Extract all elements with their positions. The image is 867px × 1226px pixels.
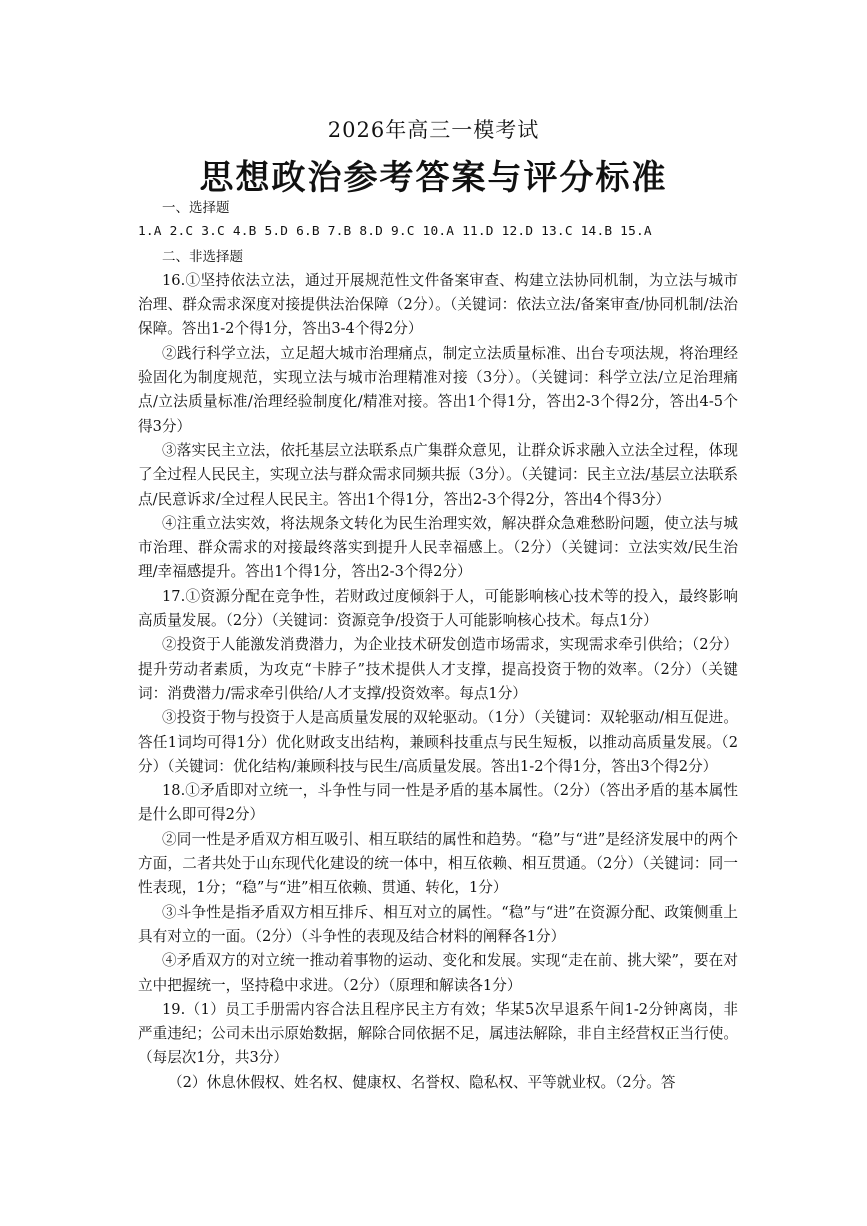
answer-19-2: （2）休息休假权、姓名权、健康权、名誉权、隐私权、平等就业权。（2分。答 <box>168 1073 676 1091</box>
answer-18-4: ④矛盾双方的对立统一推动着事物的运动、变化和发展。实现“走在前、挑大梁”，要在对立中把握统一，坚持稳中求进。（2分）（原理和解读各1分） <box>138 952 738 994</box>
answer-16-3: ③落实民主立法，依托基层立法联系点广集群众意见，让群众诉求融入立法全过程，体现了全过程人民民主，实现立法与群众需求同频共振（3分）。（关键词：民主立法/基层立法联系点/民意诉求/全过程人民民主。答出1个得1分，答出2-3个得2分，答出4个得3分） <box>138 441 738 508</box>
answer-17-3: ③投资于物与投资于人是高质量发展的双轮驱动。（1分）（关键词：双轮驱动/相互促进。答任1词均可得1分）优化财政支出结构，兼顾科技重点与民生短板，以推动高质量发展。（2分）（关键词：优化结构/兼顾科技与民生/高质量发展。答出1-2个得1分，答出3个得2分） <box>138 709 738 775</box>
answer-16-2: ②践行科学立法，立足超大城市治理痛点，制定立法质量标准、出台专项法规，将治理经验固化为制度规范，实现立法与城市治理精准对接（3分）。（关键词：科学立法/立足治理痛点/立法质量标准/治理经验制度化/精准对接。答出1个得1分，答出2-3个得2分，答出4-5个得3分） <box>138 344 738 435</box>
answer-content <box>138 196 738 1095</box>
document-title: 思想政治参考答案与评分标准 <box>199 158 668 198</box>
answer-19-1: 19.（1）员工手册需内容合法且程序民主方有效；华某5次早退系午间1-2分钟离岗，非严重违纪；公司未出示原始数据，解除合同依据不足，属违法解除，非自主经营权正当行使。（每层次1分，共3分） <box>138 1000 738 1067</box>
answer-16-4: ④注重立法实效，将法规条文转化为民生治理实效，解决群众急难愁盼问题，使立法与城市治理、群众需求的对接最终落实到提升人民幸福感上。（2分）（关键词：立法实效/民生治理/幸福感提升。答出1个得1分，答出2-3个得2分） <box>138 514 738 581</box>
answer-16-1: 16.①坚持依法立法，通过开展规范性文件备案审查、构建立法协同机制，为立法与城市治理、群众需求深度对接提供法治保障（2分）。（关键词：依法立法/备案审查/协同机制/法治保障。答出1-2个得1分，答出3-4个得2分） <box>138 271 738 338</box>
section-heading-nonchoice: 二、非选择题 <box>162 248 243 265</box>
answer-18-2: ②同一性是矛盾双方相互吸引、相互联结的属性和趋势。“稳”与“进”是经济发展中的两个方面，二者共处于山东现代化建设的统一体中，相互依赖、相互贯通。（2分）（关键词：同一性表现，1分；“稳”与“进”相互依赖、贯通、转化，1分） <box>138 830 738 897</box>
section-heading-choice: 一、选择题 <box>162 200 230 216</box>
answer-17-1: 17.①资源分配在竞争性，若财政过度倾斜于人，可能影响核心技术等的投入，最终影响高质量发展。（2分）（关键词：资源竞争/投资于人可能影响核心技术。每点1分） <box>138 587 738 630</box>
answer-17-2: ②投资于人能激发消费潜力，为企业技术研发创造市场需求，实现需求牵引供给；（2分）提升劳动者素质，为攻克“卡脖子”技术提供人才支撑，提高投资于物的效率。（2分）（关键词：消费潜力/需求牵引供给/人才支撑/投资效率。每点1分） <box>138 636 738 702</box>
answer-18-3: ③斗争性是指矛盾双方相互排斥、相互对立的属性。“稳”与“进”在资源分配、政策侧重上具有对立的一面。（2分）（斗争性的表现及结合材料的阐释各1分） <box>138 903 738 945</box>
answer-18-1: 18.①矛盾即对立统一，斗争性与同一性是矛盾的基本属性。（2分）（答出矛盾的基本属性是什么即可得2分） <box>138 782 738 824</box>
exam-title: 2026年高三一模考试 <box>327 118 540 142</box>
choice-answers: 1.A 2.C 3.C 4.B 5.D 6.B 7.B 8.D 9.C 10.A 11.D 12.D 13.C 14.B 15.A <box>138 224 652 240</box>
